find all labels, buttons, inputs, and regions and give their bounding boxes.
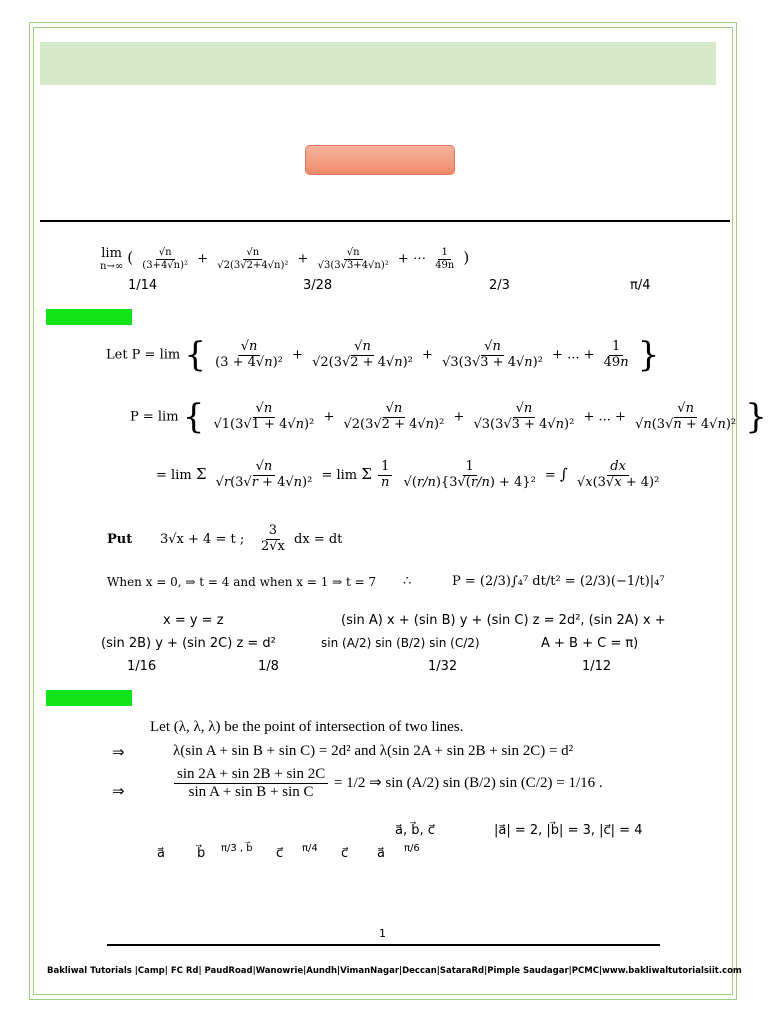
q1-option-d: π/4 [630, 278, 651, 293]
header-band [40, 42, 716, 85]
title-badge [305, 145, 455, 175]
sol1-put-label: Put [107, 532, 133, 547]
q2-text-2b: sin (A/2) sin (B/2) sin (C/2) [321, 636, 480, 650]
page-number: 1 [379, 927, 386, 940]
q3-term-1: a⃗ [157, 846, 165, 861]
q2-text-1b: (sin A) x + (sin B) y + (sin C) z = 2d², (sin 2A) x + [341, 613, 666, 628]
q3-term-7: a⃗ [377, 846, 385, 861]
q3-term-4: c⃗ [276, 846, 284, 861]
sol1-when-line: When x = 0, ⇒ t = 4 and when x = 1 ⇒ t = 7 [107, 575, 377, 589]
q2-option-c: 1/32 [428, 659, 458, 674]
q1-option-b: 3/28 [303, 278, 333, 293]
question-1-expression: lim n→∞ ( $\frac{√n}{\text{(3+4√n)²}}$ + $\frac{√n}{\text{√2(3√2+4√n)²}}$ + $\frac{√n}{\text{√3(3√3+4√n)²}}$ + ⋯ $\frac{1}{49n}$ ) [100, 246, 470, 272]
sol1-put-eq1: 3√x + 4 = t ; [160, 532, 245, 547]
footer-text: Bakliwal Tutorials |Camp| FC Rd| PaudRoad|Wanowrie|Aundh|VimanNagar|Deccan|SataraRd|Pimple Saudagar|PCMC|www.bakliwaltutorialsiit.com [47, 966, 742, 976]
q2-option-d: 1/12 [582, 659, 612, 674]
q3-term-2: b⃗ [197, 846, 206, 861]
q2-option-a: 1/16 [127, 659, 157, 674]
sol2-arrow-1: ⇒ [112, 745, 125, 761]
sol1-let-line: Let P = lim { $\frac{√n}{\text{(3 + 4√n)²}}$ + $\frac{√n}{\text{√2(3√2 + 4√n)²}}$ + $\frac{√n}{\text{√3(3√3 + 4√n)²}}$ + ... + $\frac{1}{49n}$ } [106, 335, 660, 375]
sol2-line-2: λ(sin A + sin B + sin C) = 2d² and λ(sin 2A + sin 2B + sin 2C) = d² [173, 743, 574, 759]
sol1-p-line: P = lim { $\frac{√n}{\text{√1(3√1 + 4√n)²}}$ + $\frac{√n}{\text{√2(3√2 + 4√n)²}}$ + $\frac{√n}{\text{√3(3√3 + 4√n)²}}$ + ... + $\frac{√n}{\text{√n(3√n + 4√n)²}}$ } [130, 397, 767, 437]
q3-term-3: π/3 , b⃗ [221, 843, 253, 854]
sol2-arrow-2: ⇒ [112, 784, 125, 800]
q2-text-1a: x = y = z [163, 613, 224, 628]
q3-vectors: a⃗, b⃗, c⃗ [395, 823, 435, 838]
q2-option-b: 1/8 [258, 659, 279, 674]
q1-option-a: 1/14 [128, 278, 158, 293]
sol2-line-1: Let (λ, λ, λ) be the point of intersection of two lines. [150, 719, 464, 735]
sol2-line-3: $\frac{\sin 2A + \sin 2B + \sin 2C}{\text{sin A + sin B + sin C}}$ = 1/2 ⇒ sin (A/2) sin (B/2) sin (C/2) = 1/16 . [172, 766, 603, 802]
sol1-put-eq2: $\frac{3}{2√x}$ dx = dt [261, 523, 343, 554]
header-rule [40, 220, 730, 222]
sol1-final: P = (2/3)∫₄⁷ dt/t² = (2/3)(−1/t)|₄⁷ [452, 574, 665, 589]
q2-text-2a: (sin 2B) y + (sin 2C) z = d² [101, 636, 276, 651]
q3-term-6: c⃗ [341, 846, 349, 861]
solution-tag-2 [46, 690, 132, 706]
q3-term-8: π/6 [404, 843, 420, 854]
q1-option-c: 2/3 [489, 278, 510, 293]
footer-rule [107, 944, 660, 946]
q3-term-5: π/4 [302, 843, 318, 854]
sol1-therefore: ∴ [403, 574, 412, 589]
q3-magnitudes: |a⃗| = 2, |b⃗| = 3, |c⃗| = 4 [494, 823, 643, 838]
solution-tag-1 [46, 309, 132, 325]
q2-text-2c: A + B + C = π) [541, 636, 639, 651]
sol1-sum-line: = lim Σ $\frac{√n}{\text{√r(3√r + 4√n)²}}$ = lim Σ $\frac{1}{n}$ $\frac{1}{\text{√(r/n)\{3√(r/n) + 4\}²}}$ = ∫ $\frac{dx}{\text{√x(3√x + 4)²}}$ [156, 459, 660, 490]
